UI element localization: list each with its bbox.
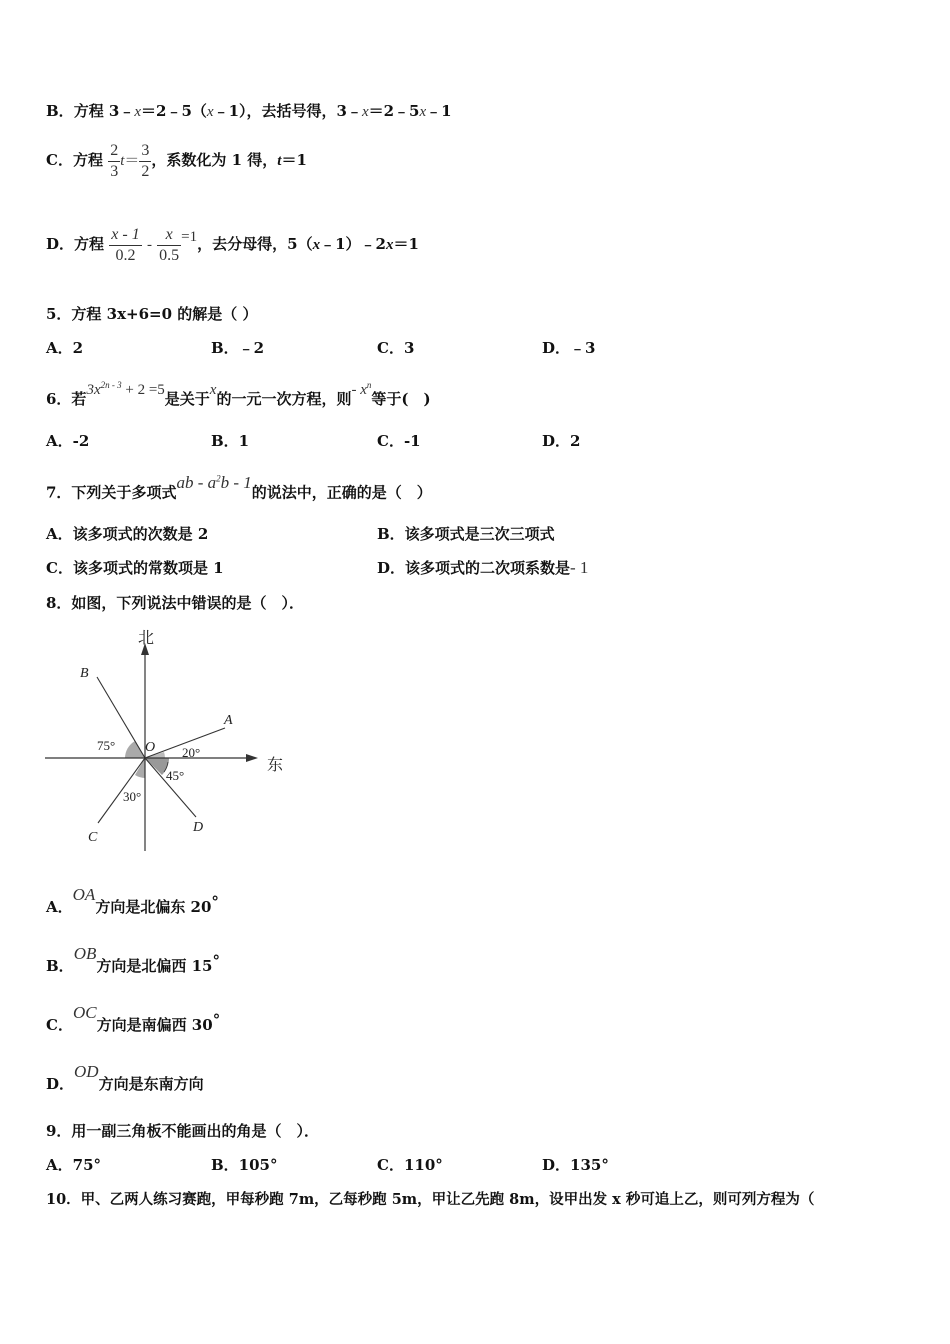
label-c: C xyxy=(88,830,98,845)
math-base: - x xyxy=(351,382,367,398)
equals-one: =1 xyxy=(181,229,198,245)
math-var: x xyxy=(134,104,142,120)
angle-45-label: 45° xyxy=(166,768,185,783)
denominator: 3 xyxy=(110,162,119,180)
q4-option-b xyxy=(46,101,452,122)
angle-20-label: 20° xyxy=(182,745,201,760)
fraction xyxy=(109,225,141,266)
option-label: C． xyxy=(46,151,73,169)
equation xyxy=(86,382,164,398)
numerator: x xyxy=(157,225,181,246)
option-text: ＝2﹣5 xyxy=(368,102,420,120)
denominator: 0.2 xyxy=(115,246,136,264)
option-text: 方向是北偏西 15 xyxy=(96,957,213,975)
denominator: 2 xyxy=(141,162,150,180)
numerator: 2 xyxy=(108,141,120,162)
option-label: C． xyxy=(46,1016,73,1034)
q9-option-a: A．75° xyxy=(46,1156,102,1174)
q7-option-a: A．该多项式的次数是 2 xyxy=(46,525,209,543)
ray-name: OA xyxy=(72,885,96,904)
q7-option-d xyxy=(377,558,588,578)
option-text: 方向是南偏西 30 xyxy=(96,1016,213,1034)
fraction xyxy=(157,225,181,266)
q8-option-b xyxy=(46,944,220,981)
q6-option-d: D．2 xyxy=(542,432,581,450)
q5-option-a: A．2 xyxy=(46,339,84,357)
direction-figure xyxy=(40,625,300,860)
degree-sign: ° xyxy=(212,952,220,970)
equals-sign: ＝ xyxy=(124,153,140,169)
fraction xyxy=(139,141,151,182)
numerator: x - 1 xyxy=(109,225,141,246)
option-label: D． xyxy=(46,1075,75,1093)
q6-option-c: C．-1 xyxy=(377,432,421,450)
ray-name: OC xyxy=(72,1003,97,1022)
q9-option-b: B．105° xyxy=(211,1156,278,1174)
q8-option-c xyxy=(46,1003,221,1040)
math-base: 3x xyxy=(86,382,101,398)
option-text: ＝1 xyxy=(281,151,307,169)
math-var: x xyxy=(209,382,217,398)
ray-name: OD xyxy=(74,1062,99,1081)
option-text: ﹣1 xyxy=(426,102,452,120)
option-text: D．该多项式的二次项系数是 xyxy=(377,559,571,577)
angle-75-wedge xyxy=(125,741,145,758)
option-text: ﹣1）﹣2 xyxy=(320,235,386,253)
angle-30-label: 30° xyxy=(123,789,142,804)
angle-75-label: 75° xyxy=(97,738,116,753)
fraction xyxy=(108,141,120,182)
minus-sign: - xyxy=(146,237,152,253)
math-exponent: n xyxy=(366,380,372,390)
option-text: ，去分母得，5（ xyxy=(197,235,313,253)
q5-stem: 5．方程 3x+6=0 的解是（ ） xyxy=(46,305,258,323)
math-exponent: 2 xyxy=(216,473,221,483)
label-b: B xyxy=(80,666,89,681)
math-var: x xyxy=(361,104,369,120)
math-var: t xyxy=(277,153,282,169)
degree-sign: ° xyxy=(211,893,219,911)
math-exponent: 2n - 3 xyxy=(100,380,122,390)
q8-option-a xyxy=(46,885,219,922)
north-label: 北 xyxy=(138,630,155,647)
q7-option-b: B．该多项式是三次三项式 xyxy=(377,525,555,543)
q5-option-b: B．﹣2 xyxy=(211,339,265,357)
option-text: ﹣1），去括号得，3﹣ xyxy=(213,102,362,120)
q9-stem: 9．用一副三角板不能画出的角是（ ）． xyxy=(46,1122,319,1140)
q6-option-b: B．1 xyxy=(211,432,250,450)
option-text: 方向是东南方向 xyxy=(98,1075,204,1093)
option-text: 方程 xyxy=(74,235,105,253)
neg-power xyxy=(351,382,371,398)
q6-stem xyxy=(46,380,431,410)
q6-option-a: A．-2 xyxy=(46,432,90,450)
ray-od xyxy=(145,758,196,817)
q8-option-d xyxy=(46,1062,204,1099)
option-label: A． xyxy=(46,898,73,916)
math-var: x xyxy=(385,237,394,253)
ray-name: OB xyxy=(73,944,97,963)
stem-text: 等于( ) xyxy=(371,390,431,408)
option-label: D． xyxy=(46,235,75,253)
option-text: 方向是北偏东 20 xyxy=(95,898,212,916)
east-label: 东 xyxy=(267,757,284,774)
option-label: B． xyxy=(46,957,74,975)
math-value: - 1 xyxy=(570,558,589,577)
math-part: ab - a xyxy=(176,472,217,492)
option-text: 方程 xyxy=(72,151,103,169)
label-a: A xyxy=(224,713,233,728)
polynomial xyxy=(176,473,251,492)
q9-option-d: D．135° xyxy=(542,1156,609,1174)
stem-text: 的说法中，正确的是（ ） xyxy=(251,483,432,502)
q5-option-d: D．﹣3 xyxy=(542,339,596,357)
stem-text: 7．下列关于多项式 xyxy=(46,483,177,502)
option-label: B． xyxy=(46,102,74,120)
label-d: D xyxy=(193,820,204,835)
stem-text: 是关于 xyxy=(164,390,210,408)
math-part: b - 1 xyxy=(220,472,252,492)
q4-option-c xyxy=(46,138,307,183)
math-var: t xyxy=(120,153,125,169)
math-rest: + 2 =5 xyxy=(121,382,165,398)
q10-stem: 10．甲、乙两人练习赛跑，甲每秒跑 7m，乙每秒跑 5m，甲让乙先跑 8m，设甲出发 x 秒可追上乙，则可列方程为（ xyxy=(46,1191,815,1208)
q4-option-d xyxy=(46,222,419,267)
degree-sign: ° xyxy=(212,1011,221,1029)
q5-option-c: C．3 xyxy=(377,339,415,357)
stem-text: 的一元一次方程，则 xyxy=(216,390,352,408)
math-var: x xyxy=(206,104,214,120)
math-var: x xyxy=(312,237,321,253)
option-text: ＝1 xyxy=(393,235,419,253)
q7-option-c: C．该多项式的常数项是 1 xyxy=(46,559,224,577)
east-arrow-icon xyxy=(246,754,258,762)
label-o: O xyxy=(145,740,156,755)
option-text: ＝2﹣5（ xyxy=(141,102,207,120)
option-text: 方程 3﹣ xyxy=(73,102,135,120)
option-text: ，系数化为 1 得， xyxy=(151,151,278,169)
denominator: 0.5 xyxy=(159,246,180,264)
q7-stem xyxy=(46,472,432,503)
q9-option-c: C．110° xyxy=(377,1156,443,1174)
numerator: 3 xyxy=(139,141,151,162)
q8-stem: 8．如图，下列说法中错误的是（ ）． xyxy=(46,594,304,612)
math-var: x xyxy=(419,104,427,120)
stem-text: 6．若 xyxy=(46,390,87,408)
